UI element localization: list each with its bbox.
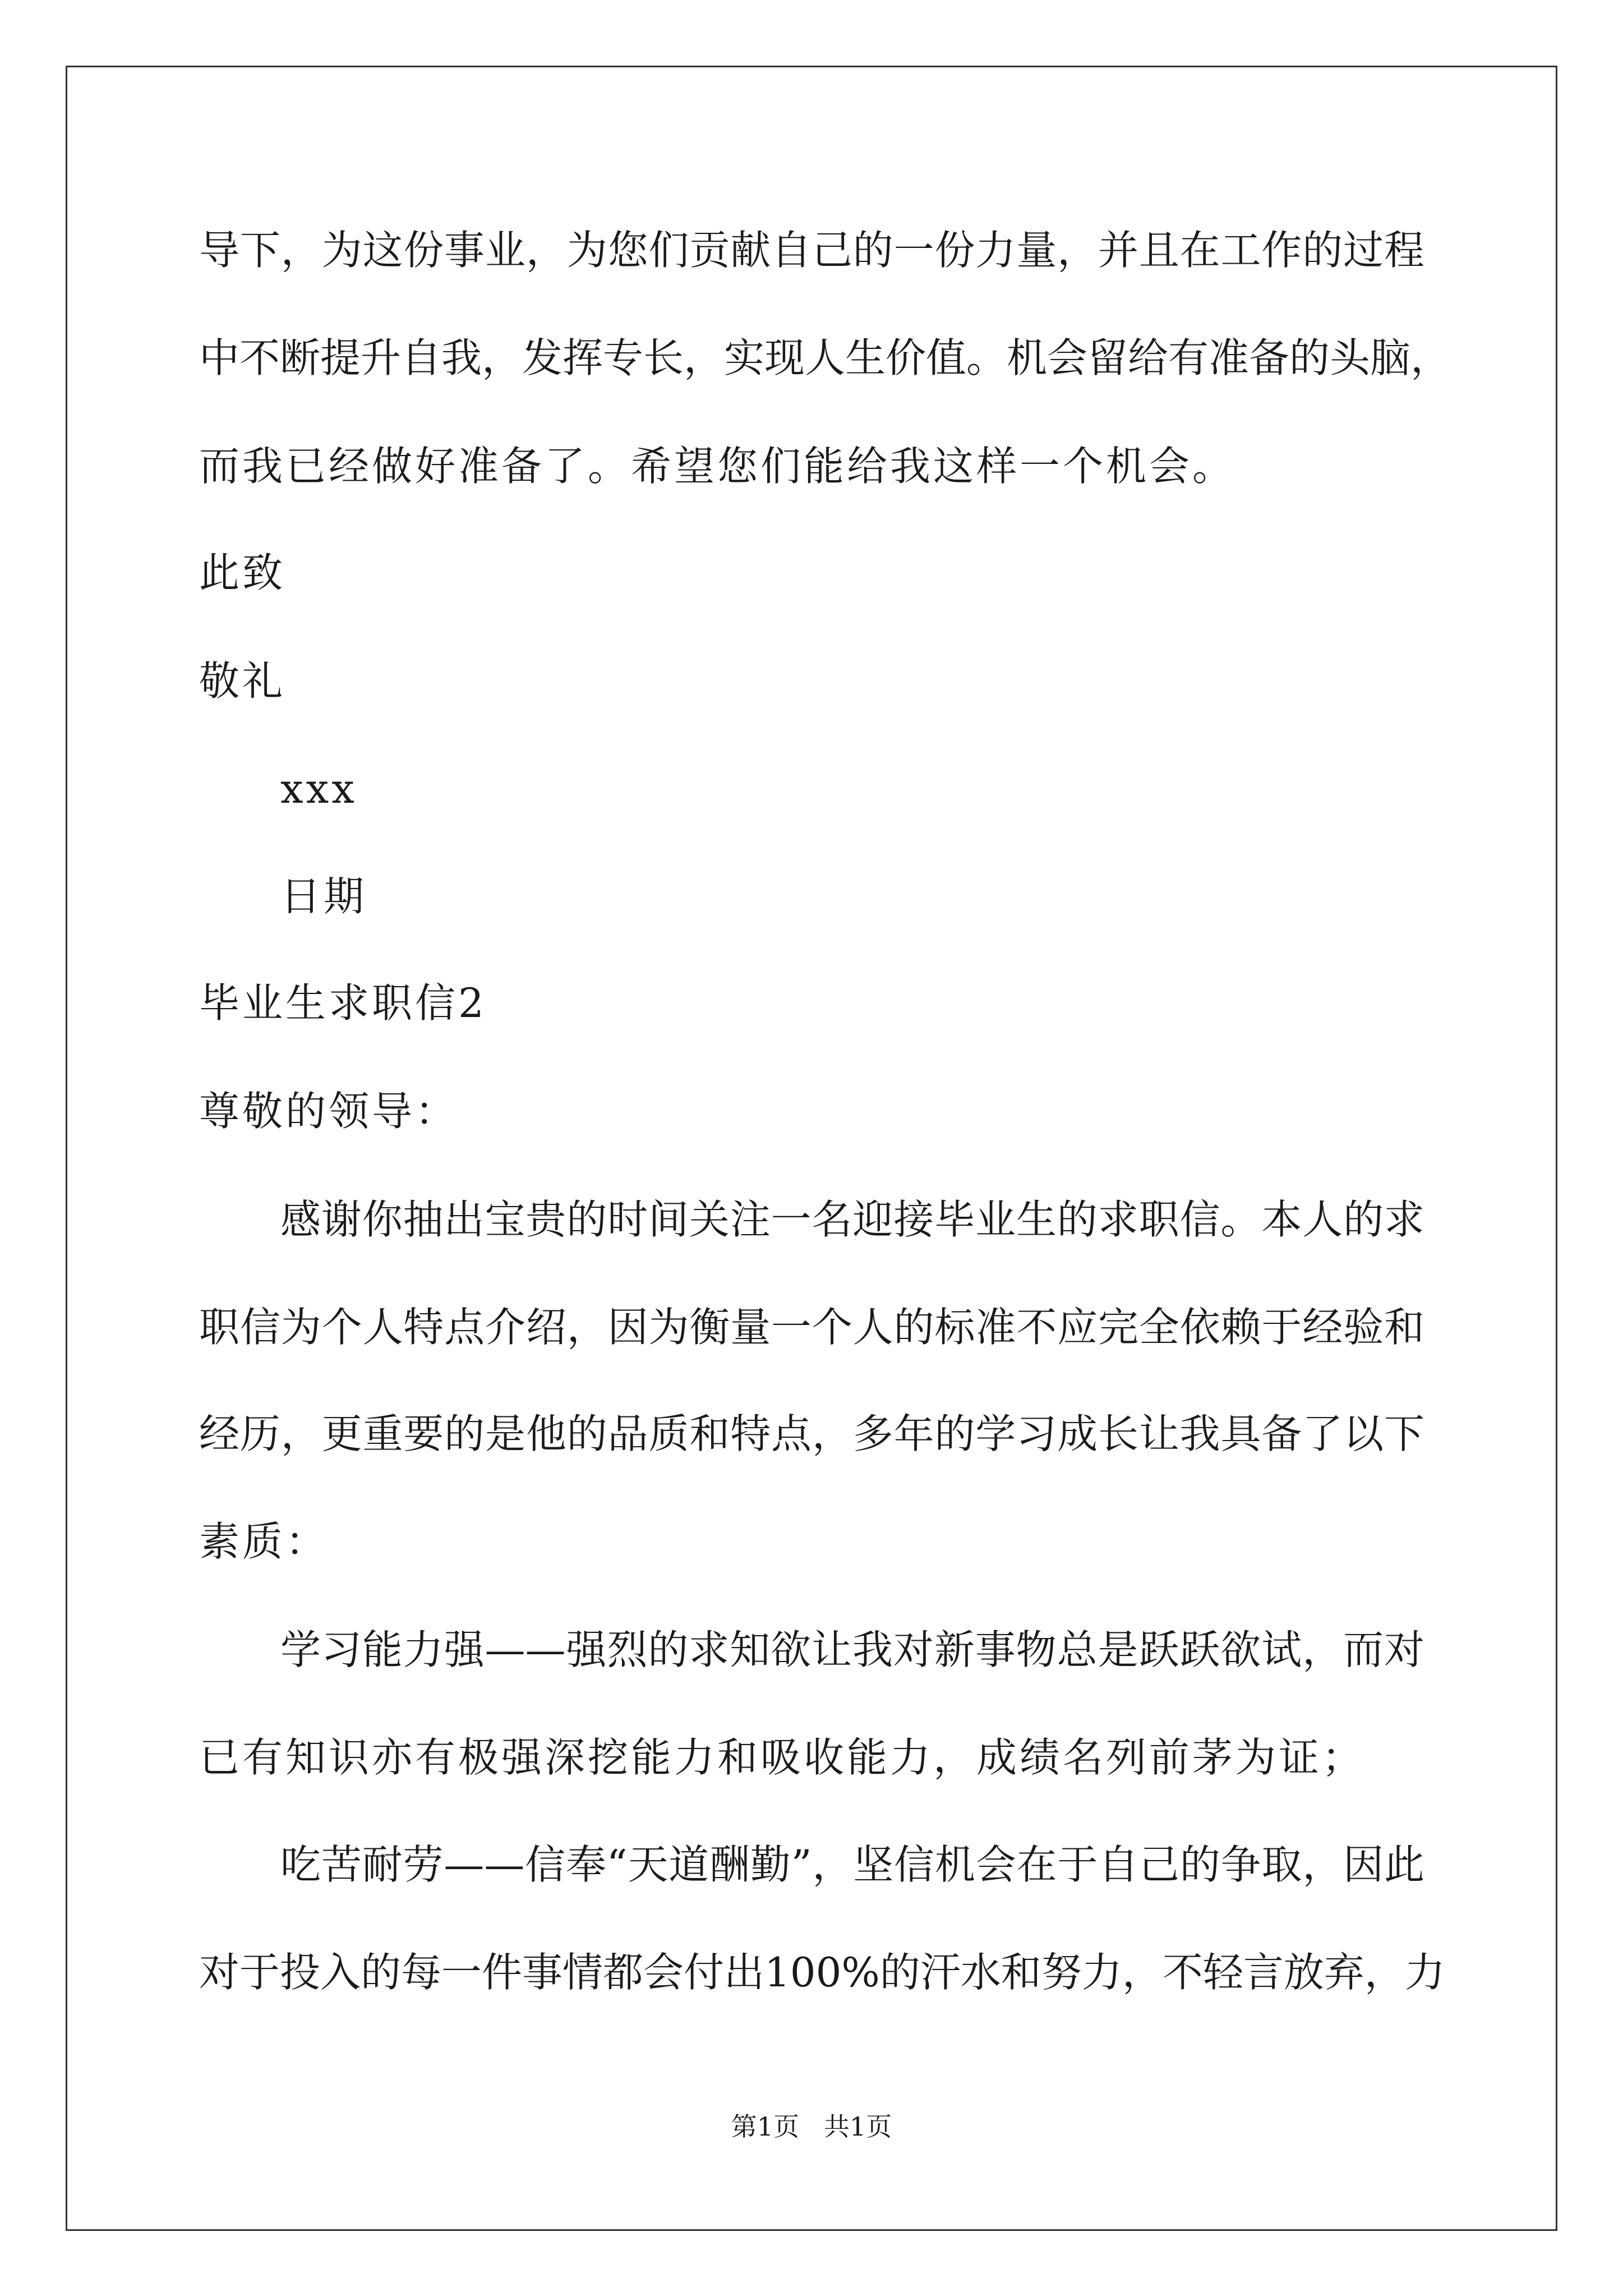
paragraph-1-line-1: 感谢你抽出宝贵的时间关注一名迎接毕业生的求职信。本人的求 (280, 1196, 1424, 1243)
signature-name: xxx (280, 765, 357, 812)
closing-regards: 敬礼 (199, 657, 286, 705)
paragraph-1-line-4: 素质： (199, 1518, 329, 1565)
paragraph-2-line-1: 学习能力强——强烈的求知欲让我对新事物总是跃跃欲试，而对 (280, 1626, 1424, 1673)
body-line-1: 导下，为这份事业，为您们贡献自己的一份力量，并且在工作的过程 (199, 227, 1424, 274)
page-border (66, 66, 1557, 2231)
paragraph-2-line-2: 已有知识亦有极强深挖能力和吸收能力，成绩名列前茅为证； (199, 1734, 1366, 1781)
body-line-3: 而我已经做好准备了。希望您们能给我这样一个机会。 (199, 443, 1236, 490)
closing-salutation: 此致 (199, 549, 286, 596)
paragraph-3-line-1: 吃苦耐劳——信奉“天道酬勤”，坚信机会在于自己的争取，因此 (280, 1841, 1424, 1888)
paragraph-3-line-2: 对于投入的每一件事情都会付出100%的汗水和努力，不轻言放弃，力 (199, 1949, 1445, 1996)
paragraph-1-line-2: 职信为个人特点介绍，因为衡量一个人的标准不应完全依赖于经验和 (199, 1304, 1424, 1351)
section-title: 毕业生求职信2 (199, 979, 487, 1027)
page-footer: 第1页 共1页 (731, 2111, 892, 2142)
signature-date: 日期 (280, 873, 367, 920)
paragraph-1-line-3: 经历，更重要的是他的品质和特点，多年的学习成长让我具备了以下 (199, 1410, 1424, 1457)
body-line-2: 中不断提升自我，发挥专长，实现人生价值。机会留给有准备的头脑， (199, 334, 1451, 381)
letter-greeting: 尊敬的领导： (199, 1088, 459, 1135)
